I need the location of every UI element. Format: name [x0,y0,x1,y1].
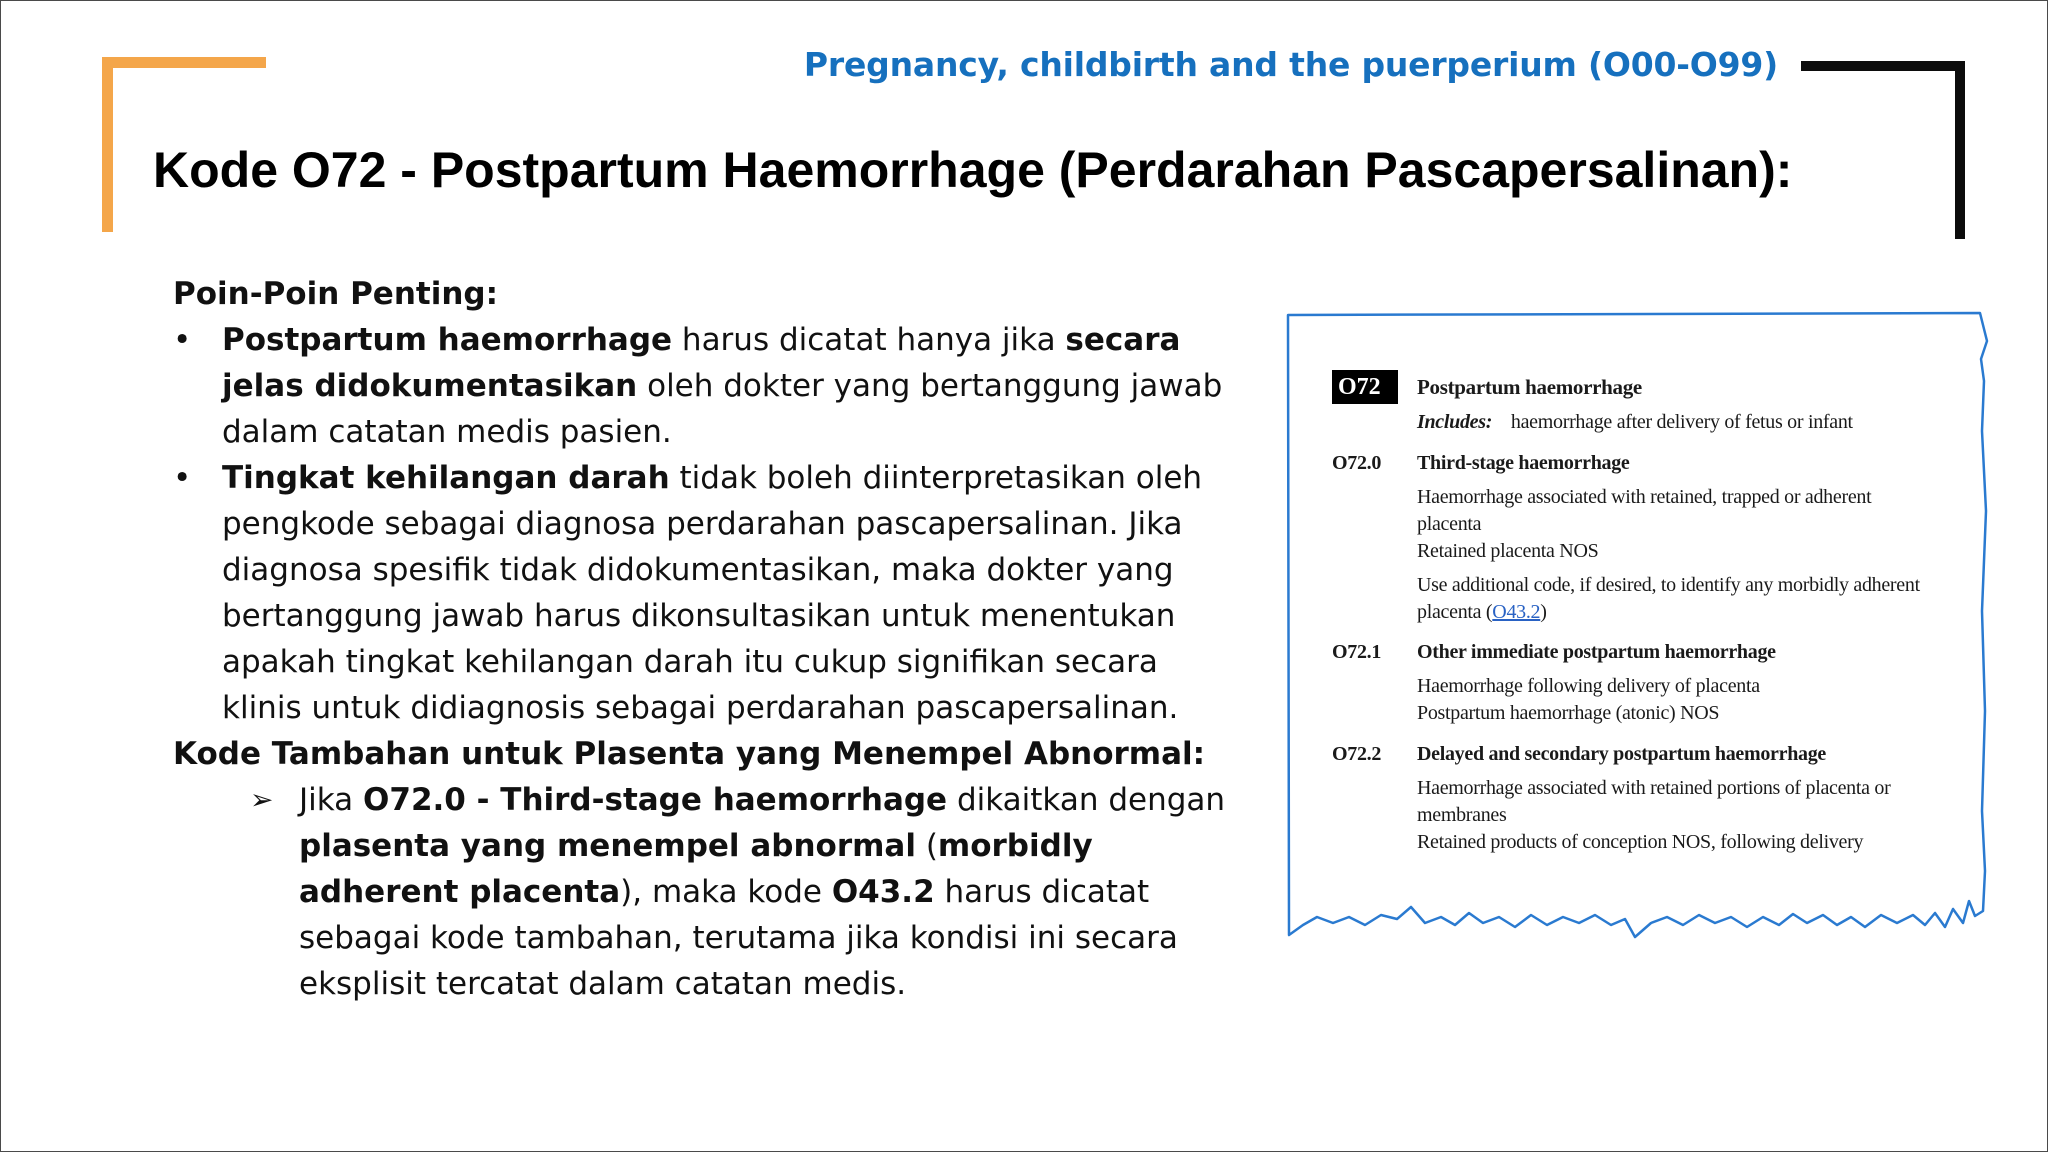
bold-text: O43.2 [831,874,935,910]
subcode-label: O72.0 [1332,452,1382,474]
list-item [173,317,1243,455]
bold-text: plasenta yang menempel abnormal [299,828,916,864]
body-text [173,271,1243,1007]
bullet-icon: • [173,460,192,496]
bold-text: secara jelas didokumentasikan [222,322,1181,404]
excerpt-line: Haemorrhage following delivery of placenta [1417,675,1760,697]
subcode-title: Delayed and secondary postpartum haemorrhage [1417,743,1827,765]
text: ), maka kode [620,874,832,910]
text: ( [915,828,938,864]
chapter-label: Pregnancy, childbirth and the puerperium (O00-O99) [803,45,1778,84]
orange-bracket-left [102,57,113,232]
text: harus dicatat sebagai kode tambahan, terutama jika kondisi ini secara eksplisit tercatat dalam catatan medis. [299,874,1178,1002]
text: ) [1540,601,1547,623]
text: harus dicatat hanya jika [672,322,1066,358]
bold-text: Tingkat kehilangan darah [222,460,670,496]
orange-bracket-top [102,57,266,68]
o43-2-link[interactable]: O43.2 [1492,601,1541,623]
dark-bracket-right [1955,61,1965,239]
includes-line [1417,411,1853,434]
bold-text: O72.0 - Third-stage haemorrhage [363,782,948,818]
subcode-title: Other immediate postpartum haemorrhage [1417,641,1776,663]
includes-text: haemorrhage after delivery of fetus or infant [1510,411,1853,433]
excerpt-line: placenta [1417,513,1482,535]
dark-bracket-top [1801,61,1965,71]
bold-text: Postpartum haemorrhage [222,322,673,358]
bullet-icon: • [173,322,192,358]
excerpt-line: membranes [1417,804,1507,826]
subcode-title: Third-stage haemorrhage [1417,452,1630,474]
section-heading-key-points: Poin-Poin Penting: [173,276,499,312]
excerpt-line: Haemorrhage associated with retained, trapped or adherent [1417,486,1872,508]
section-heading-additional-code: Kode Tambahan untuk Plasenta yang Menempel Abnormal: [173,736,1206,772]
excerpt-line: Retained products of conception NOS, following delivery [1417,831,1864,853]
text: placenta ( [1417,601,1493,623]
text: tidak boleh diinterpretasikan oleh pengkode sebagai diagnosa perdarahan pascapersalinan. Jika diagnosa spesifik tidak didokumentasikan, maka dokter yang bertanggung jawab harus dikonsultasikan untuk menentukan apakah tingkat kehilangan darah itu cukup signifikan secara klinis untuk didiagnosis sebagai perdarahan pascapersalinan. [222,460,1203,726]
subcode-label: O72.1 [1332,641,1382,663]
icd-excerpt-image [1285,311,1991,957]
subcode-label: O72.2 [1332,743,1382,765]
arrow-bullet-icon: ➢ [250,783,274,816]
bold-text: morbidly adherent placenta [299,828,1093,910]
excerpt-line: Haemorrhage associated with retained portions of placenta or [1417,777,1891,799]
excerpt-title: Postpartum haemorrhage [1417,375,1642,399]
includes-label: Includes: [1417,411,1493,433]
excerpt-line [1417,601,1547,624]
sub-item [173,777,1243,1007]
excerpt-line: Postpartum haemorrhage (atonic) NOS [1417,702,1720,724]
excerpt-line: Use additional code, if desired, to identify any morbidly adherent [1417,574,1920,596]
text: dikaitkan dengan [947,782,1226,818]
text: oleh dokter yang bertanggung jawab dalam catatan medis pasien. [222,368,1223,450]
code-badge: O72 [1332,370,1398,404]
list-item [173,455,1243,731]
torn-paper-frame [1285,311,1991,957]
slide-title: Kode O72 - Postpartum Haemorrhage (Perdarahan Pascapersalinan): [153,142,1793,198]
key-points-list [173,317,1243,731]
text: Jika [299,782,364,818]
excerpt-line: Retained placenta NOS [1417,540,1599,562]
